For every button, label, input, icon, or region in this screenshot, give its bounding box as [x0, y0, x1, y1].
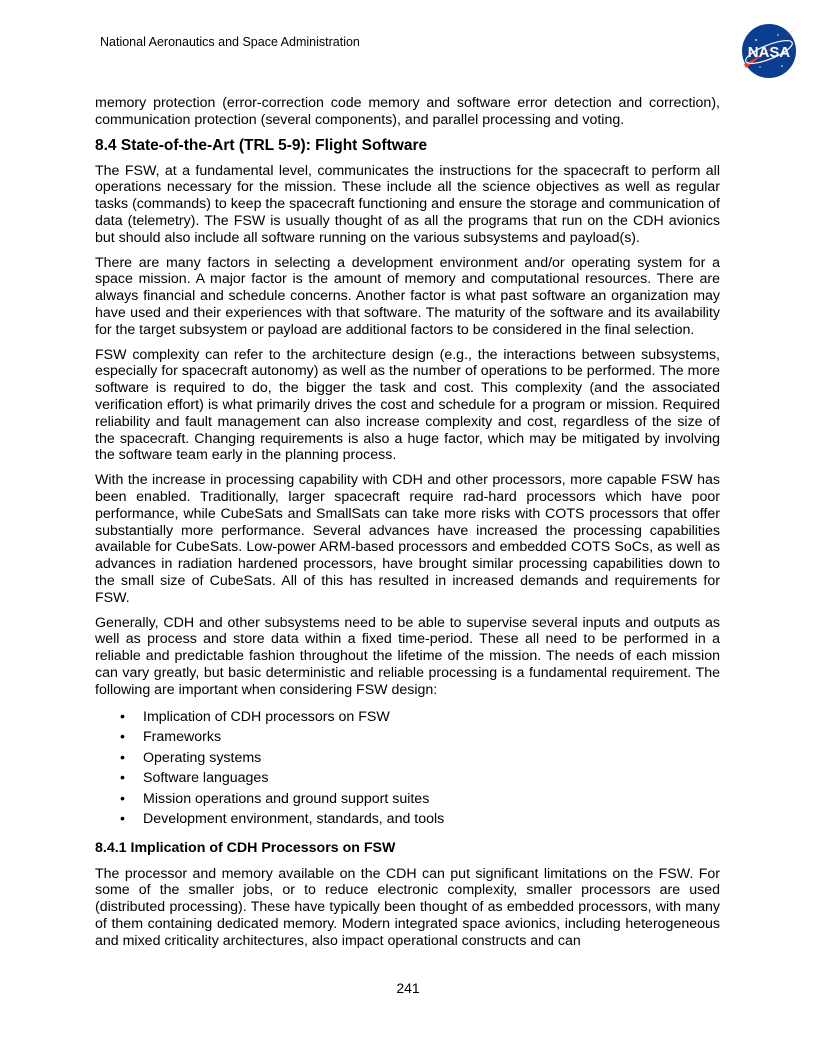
paragraph-5: Generally, CDH and other subsystems need to be able to supervise several inputs and outputs as well as process and store data within a fixed time-period. These all need to be performed in a reliable and predictable fashion throughout the lifetime of the mission. The needs of each mission can vary greatly, but basic deterministic and reliable processing is a fundamental requirement. The following are important when considering FSW design:	[95, 614, 720, 698]
list-item: • Implication of CDH processors on FSW	[120, 707, 720, 728]
list-item: • Frameworks	[120, 727, 720, 748]
paragraph-1: The FSW, at a fundamental level, communicates the instructions for the spacecraft to perform all operations necessary for the mission. These include all the science objectives as well as regular tasks (commands) to keep the spacecraft functioning and ensure the storage and communication of data (telemetry). The FSW is usually thought of as all the programs that run on the CDH avionics but should also include all software running on the various subsystems and payload(s).	[95, 162, 720, 246]
paragraph-4: With the increase in processing capability with CDH and other processors, more capable FSW has been enabled. Traditionally, larger spacecraft require rad-hard processors which have poor performance, while CubeSats and SmallSats can take more risks with COTS processors that offer substantially more performance. Several advances have increased the processing capabilities available for CubeSats. Low-power ARM-based processors and embedded COTS SoCs, as well as advances in radiation hardened processors, have brought similar processing capabilities down to the small size of CubeSats. All of this has resulted in increased demands and requirements for FSW.	[95, 472, 720, 606]
list-item: • Development environment, standards, and tools	[120, 809, 720, 830]
page-content	[95, 95, 720, 957]
paragraph-6: The processor and memory available on the CDH can put significant limitations on the FSW. For some of the smaller jobs, or to reduce electronic complexity, smaller processors are used (distributed processing). These have typically been thought of as embedded processors, with many of them containing dedicated memory. Modern integrated space avionics, including heterogeneous and mixed criticality architectures, also impact operational constructs and can	[95, 865, 720, 949]
intro-paragraph: memory protection (error-correction code memory and software error detection and correction), communication protection (several components), and parallel processing and voting.	[95, 95, 720, 128]
list-item: • Operating systems	[120, 748, 720, 769]
svg-text:NASA: NASA	[747, 44, 791, 61]
list-item: • Mission operations and ground support suites	[120, 789, 720, 810]
paragraph-2: There are many factors in selecting a development environment and/or operating system for a space mission. A major factor is the amount of memory and computational resources. There are always financial and schedule concerns. Another factor is what past software an organization may have used and their experiences with that software. The maturity of the software and its availability for the target subsystem or payload are additional factors to be considered in the final selection.	[95, 254, 720, 338]
fsw-design-list	[95, 707, 720, 830]
paragraph-3: FSW complexity can refer to the architecture design (e.g., the interactions between subsystems, especially for spacecraft autonomy) as well as the number of operations to be performed. The more software is required to do, the bigger the task and cost. This complexity (and the associated verification effort) is what primarily drives the cost and schedule for a program or mission. Required reliability and fault management can also increase complexity and cost, regardless of the size of the spacecraft. Changing requirements is also a huge factor, which may be mitigated by involving the software team early in the planning process.	[95, 346, 720, 464]
header-organization: National Aeronautics and Space Administration	[100, 35, 360, 49]
section-title: 8.4 State-of-the-Art (TRL 5-9): Flight Software	[95, 136, 428, 154]
list-item: • Software languages	[120, 768, 720, 789]
nasa-logo	[738, 18, 802, 82]
page-number: 241	[396, 980, 420, 996]
subsection-title: 8.4.1 Implication of CDH Processors on FSW	[95, 839, 396, 856]
